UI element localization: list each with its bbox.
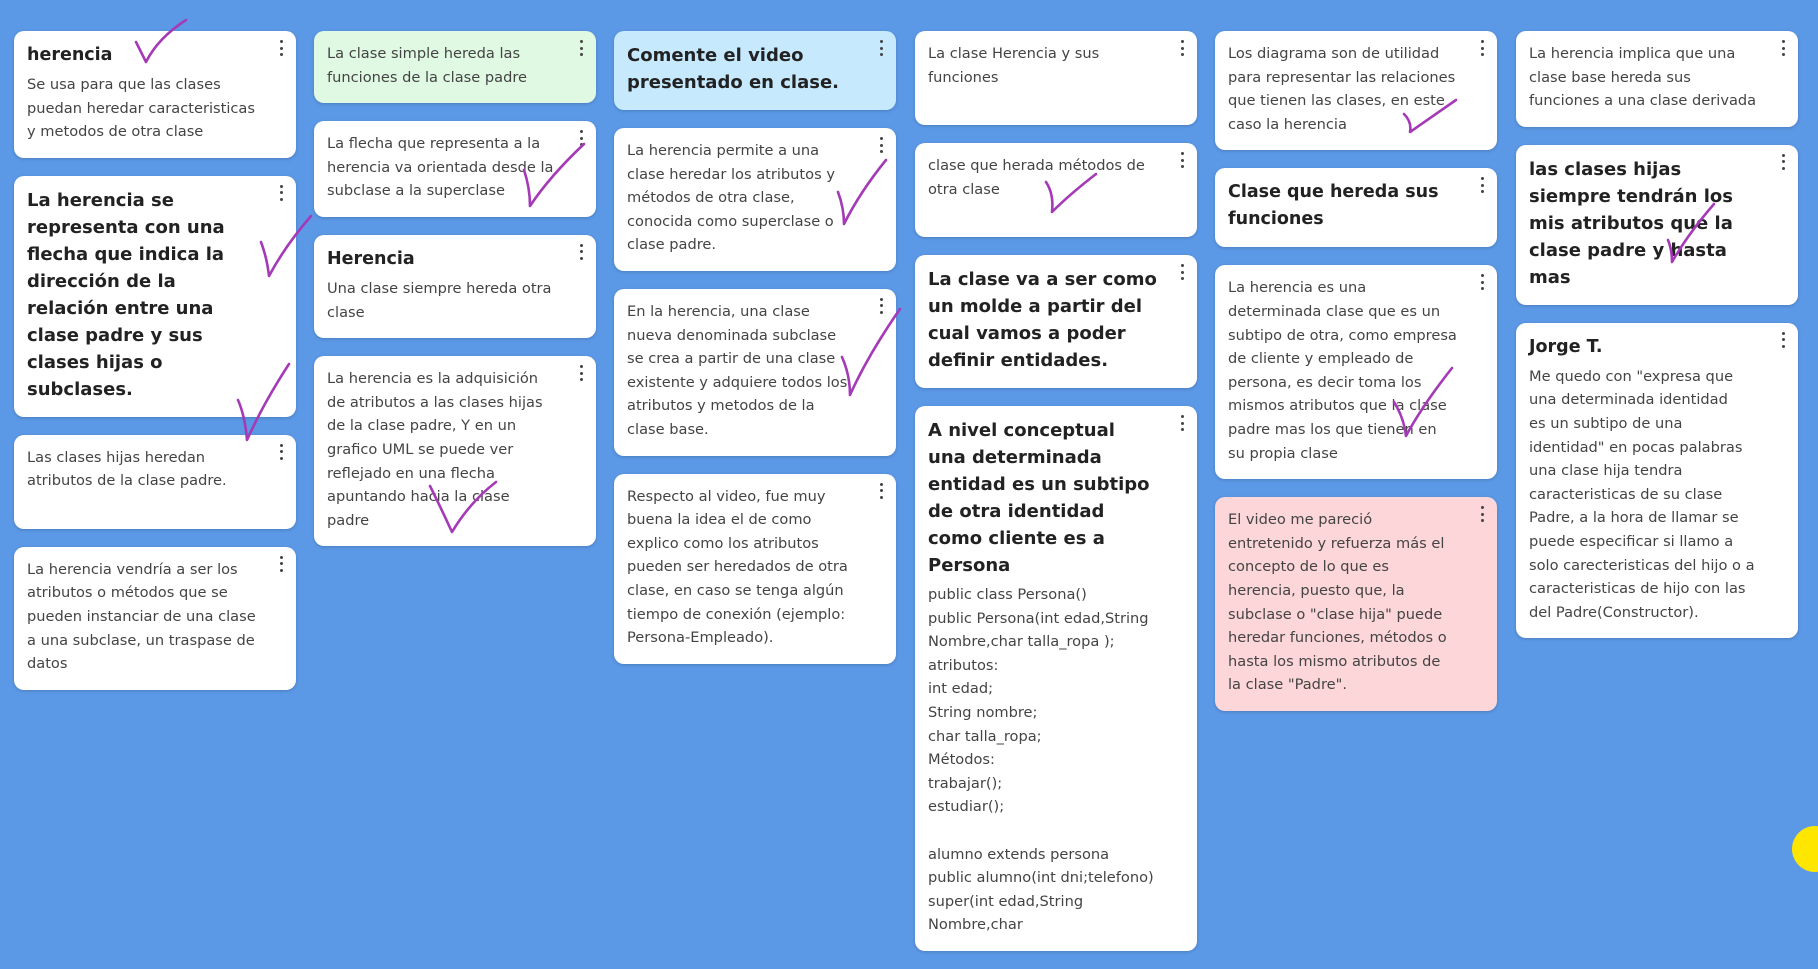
floating-action-button[interactable] xyxy=(1792,826,1818,872)
post-card[interactable] xyxy=(14,435,296,529)
post-card[interactable] xyxy=(14,31,296,158)
more-vertical-icon[interactable] xyxy=(875,136,887,154)
post-card[interactable] xyxy=(915,31,1197,125)
more-vertical-icon[interactable] xyxy=(875,482,887,500)
post-body: public class Persona() public Persona(int edad,String Nombre,char talla_ropa ); atributos: int edad; String nombre; char talla_ropa; Métodos: trabajar(); estudiar(); alumno extends persona public alumno(int dni;telefono) super(int edad,String Nombre,char xyxy=(928,586,1154,934)
more-vertical-icon[interactable] xyxy=(575,364,587,382)
post-body: La herencia permite a una clase heredar los atributos y métodos de otra clase, conocida como superclase o clase padre. xyxy=(627,142,835,254)
post-card[interactable] xyxy=(314,356,596,546)
post-title: Herencia xyxy=(327,248,415,269)
post-card[interactable] xyxy=(614,31,896,110)
more-vertical-icon[interactable] xyxy=(1176,151,1188,169)
post-card[interactable] xyxy=(1516,323,1798,639)
post-body: La flecha que representa a la herencia va orientada desde la subclase a la superclase xyxy=(327,135,554,200)
column-1 xyxy=(14,31,296,708)
column-5 xyxy=(1215,31,1497,729)
post-body: La clase simple hereda las funciones de la clase padre xyxy=(327,45,528,86)
more-vertical-icon[interactable] xyxy=(875,39,887,57)
post-title: La herencia se representa con una flecha que indica la dirección de la relación entre una clase padre y sus clases hijas o subclases. xyxy=(27,189,225,400)
post-body: La herencia es la adquisición de atributos a las clases hijas de la clase padre, Y en un grafico UML se puede ver reflejado en una flecha apuntando hacia la clase padre xyxy=(327,370,543,529)
more-vertical-icon[interactable] xyxy=(1176,414,1188,432)
post-card[interactable] xyxy=(614,289,896,456)
post-body: La herencia es una determinada clase que es un subtipo de otra, como empresa de cliente y empleado de persona, es decir toma los mismos atributos que la clase padre mas los que tienen en su propia clase xyxy=(1228,279,1457,462)
post-body: Una clase siempre hereda otra clase xyxy=(327,279,552,321)
post-card[interactable] xyxy=(915,255,1197,388)
post-title: Jorge T. xyxy=(1529,336,1603,357)
more-vertical-icon[interactable] xyxy=(275,443,287,461)
post-card[interactable] xyxy=(314,31,596,103)
column-4 xyxy=(915,31,1197,969)
more-vertical-icon[interactable] xyxy=(875,297,887,315)
more-vertical-icon[interactable] xyxy=(575,39,587,57)
more-vertical-icon[interactable] xyxy=(275,184,287,202)
post-body: clase que herada métodos de otra clase xyxy=(928,157,1145,198)
post-title: La clase va a ser como un molde a partir del cual vamos a poder definir entidades. xyxy=(928,269,1157,371)
post-body: La herencia vendría a ser los atributos o métodos que se pueden instanciar de una clase a una subclase, un traspase de datos xyxy=(27,560,256,673)
post-title: herencia xyxy=(27,45,113,65)
post-body: Respecto al video, fue muy buena la idea el de como explico como los atributos pueden ser heredados de otra clase, en caso se tenga algún tiempo de conexión (ejemplo: Persona-Empleado). xyxy=(627,487,848,647)
column-3 xyxy=(614,31,896,682)
more-vertical-icon[interactable] xyxy=(1176,263,1188,281)
post-card[interactable] xyxy=(915,406,1197,951)
more-vertical-icon[interactable] xyxy=(1176,39,1188,57)
post-body: El video me pareció entretenido y refuerza más el concepto de lo que es herencia, puesto que, la subclase o "clase hija" puede heredar funciones, métodos o hasta los mismo atributos de la clase "Padre". xyxy=(1228,511,1447,694)
post-body: En la herencia, una clase nueva denominada subclase se crea a partir de una clase existente y adquiere todos los atributos y metodos de la clase base. xyxy=(627,302,848,438)
more-vertical-icon[interactable] xyxy=(1777,331,1789,349)
post-card[interactable] xyxy=(614,128,896,271)
post-body: La herencia implica que una clase base hereda sus funciones a una clase derivada xyxy=(1529,45,1757,110)
column-6 xyxy=(1516,31,1798,656)
more-vertical-icon[interactable] xyxy=(275,555,287,573)
more-vertical-icon[interactable] xyxy=(1777,39,1789,57)
column-2 xyxy=(314,31,596,564)
post-card[interactable] xyxy=(1215,168,1497,247)
post-body: Los diagrama son de utilidad para representar las relaciones que tienen las clases, en este caso la herencia xyxy=(1228,45,1456,133)
post-card[interactable] xyxy=(614,474,896,664)
post-title: A nivel conceptual una determinada entidad es un subtipo de otra identidad como cliente es a Persona xyxy=(928,420,1150,576)
more-vertical-icon[interactable] xyxy=(1777,153,1789,171)
post-card[interactable] xyxy=(915,143,1197,237)
post-body: Se usa para que las clases puedan heredar caracteristicas y metodos de otra clase xyxy=(27,76,255,141)
post-title: las clases hijas siempre tendrán los mis atributos que la clase padre y hasta mas xyxy=(1529,158,1733,288)
more-vertical-icon[interactable] xyxy=(1476,505,1488,523)
post-card[interactable] xyxy=(314,235,596,338)
more-vertical-icon[interactable] xyxy=(1476,39,1488,57)
post-card[interactable] xyxy=(1516,31,1798,127)
more-vertical-icon[interactable] xyxy=(575,129,587,147)
more-vertical-icon[interactable] xyxy=(575,243,587,261)
post-card[interactable] xyxy=(14,547,296,690)
more-vertical-icon[interactable] xyxy=(275,39,287,57)
more-vertical-icon[interactable] xyxy=(1476,176,1488,194)
post-card[interactable] xyxy=(1215,265,1497,479)
post-card[interactable] xyxy=(1215,497,1497,711)
post-card[interactable] xyxy=(14,176,296,417)
post-card[interactable] xyxy=(314,121,596,217)
post-body: La clase Herencia y sus funciones xyxy=(928,45,1100,86)
more-vertical-icon[interactable] xyxy=(1476,273,1488,291)
post-title: Comente el video presentado en clase. xyxy=(627,45,840,93)
post-title: Clase que hereda sus funciones xyxy=(1228,182,1439,230)
post-card[interactable] xyxy=(1215,31,1497,150)
post-body: Me quedo con "expresa que una determinada identidad es un subtipo de una identidad" en pocas palabras una clase hija tendra caracteristicas de su clase Padre, a la hora de llamar se puede especificar si llamo a solo carecteristicas del hijo o a caracteristicas de hijo con las del Padre(Constructor). xyxy=(1529,367,1755,621)
post-card[interactable] xyxy=(1516,145,1798,305)
post-body: Las clases hijas heredan atributos de la clase padre. xyxy=(27,448,227,490)
